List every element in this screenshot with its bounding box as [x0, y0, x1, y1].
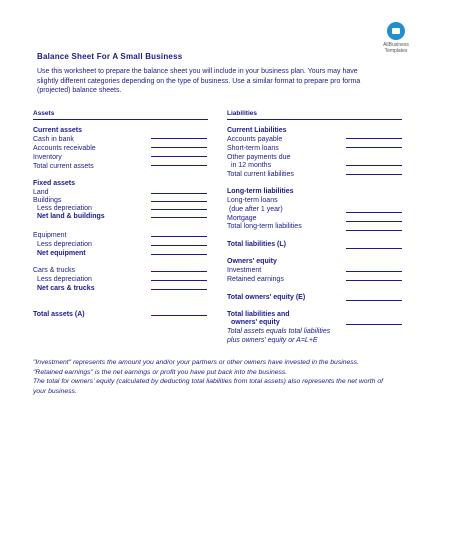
- less-depreciation-equipment-input-line[interactable]: [151, 245, 207, 246]
- retained-earnings-label: Retained earnings: [227, 276, 284, 283]
- long-term-liabilities-title: Long-term liabilities: [227, 188, 294, 195]
- less-depreciation-equipment-label: Less depreciation: [37, 241, 92, 248]
- net-equipment-label: Net equipment: [37, 250, 86, 257]
- allbusiness-logo[interactable]: [376, 22, 416, 54]
- intro-paragraph: Use this worksheet to prepare the balance sheet you will include in your business plan. Yours may have slightly different categories depending on the type of business. Use a similar format to prepare pro forma (projected) balance sheets.: [37, 68, 361, 94]
- total-owners-equity-label: Total owners' equity (E): [227, 294, 306, 301]
- equals-note-line-1: Total assets equals total liabilities: [227, 328, 331, 335]
- inventory-label: Inventory: [33, 154, 62, 161]
- page-title: Balance Sheet For A Small Business: [37, 52, 183, 61]
- footnote-retained-earnings: "Retained earnings" is the net earnings or profit you have put back into the business.: [33, 368, 288, 376]
- other-payments-input-line[interactable]: [346, 165, 402, 166]
- equals-note-line-2: plus owners' equity or A=L+E: [227, 337, 318, 344]
- accounts-payable-input-line[interactable]: [346, 138, 402, 139]
- footnote-investment: "Investment" represents the amount you and/or your partners or other owners have invested in the business.: [33, 359, 359, 366]
- owners-equity-title: Owners' equity: [227, 258, 277, 265]
- total-current-assets-label: Total current assets: [33, 163, 94, 170]
- total-liabilities-equity-label-1: Total liabilities and: [227, 311, 290, 318]
- total-assets-label: Total assets (A): [33, 311, 85, 318]
- in-12-months-label: in 12 months: [231, 162, 272, 169]
- total-assets-input-line[interactable]: [151, 315, 207, 316]
- less-depreciation-buildings-input-line[interactable]: [151, 209, 207, 210]
- net-land-buildings-input-line[interactable]: [151, 217, 207, 218]
- fixed-assets-title: Fixed assets: [33, 180, 76, 187]
- logo-text-line1: AllBusiness: [383, 42, 409, 48]
- land-label: Land: [33, 189, 49, 196]
- total-liabilities-equity-label-2: owners' equity: [231, 319, 280, 326]
- total-current-liabilities-input-line[interactable]: [346, 174, 402, 175]
- due-after-label: (due after 1 year): [229, 206, 283, 213]
- liabilities-heading: Liabilities: [227, 110, 257, 117]
- total-liabilities-label: Total liabilities (L): [227, 241, 286, 248]
- total-owners-equity-input-line[interactable]: [346, 300, 402, 301]
- short-term-loans-input-line[interactable]: [346, 147, 402, 148]
- inventory-input-line[interactable]: [151, 156, 207, 157]
- accounts-payable-label: Accounts payable: [227, 136, 283, 143]
- less-depreciation-cars-label: Less depreciation: [37, 276, 92, 283]
- footnotes: [33, 358, 383, 396]
- assets-heading-rule: [33, 119, 208, 120]
- receivable-input-line[interactable]: [151, 147, 207, 148]
- logo-icon: [387, 22, 405, 40]
- current-liabilities-title: Current Liabilities: [227, 127, 287, 134]
- land-input-line[interactable]: [151, 193, 207, 194]
- cars-trucks-label: Cars & trucks: [33, 267, 76, 274]
- total-current-assets-input-line[interactable]: [151, 165, 207, 166]
- net-equipment-input-line[interactable]: [151, 254, 207, 255]
- buildings-input-line[interactable]: [151, 201, 207, 202]
- less-depreciation-buildings-label: Less depreciation: [37, 205, 92, 212]
- total-long-term-liabilities-input-line[interactable]: [346, 230, 402, 231]
- other-payments-label: Other payments due: [227, 154, 291, 161]
- long-term-loans-input-line[interactable]: [346, 212, 402, 213]
- short-term-loans-label: Short-term loans: [227, 145, 279, 152]
- investment-input-line[interactable]: [346, 271, 402, 272]
- current-assets-title: Current assets: [33, 127, 83, 134]
- cash-input-line[interactable]: [151, 138, 207, 139]
- net-cars-trucks-input-line[interactable]: [151, 289, 207, 290]
- buildings-label: Buildings: [33, 197, 62, 204]
- logo-text-line2: Templates: [384, 48, 408, 54]
- footnote-owners-equity: The total for owners' equity (calculated by deducting total liabilities from total assets) also represents the net worth of your business.: [33, 378, 384, 395]
- cash-label: Cash in bank: [33, 136, 74, 143]
- long-term-loans-label: Long-term loans: [227, 197, 278, 204]
- retained-earnings-input-line[interactable]: [346, 280, 402, 281]
- receivable-label: Accounts receivable: [33, 145, 96, 152]
- less-depreciation-cars-input-line[interactable]: [151, 280, 207, 281]
- equipment-input-line[interactable]: [151, 236, 207, 237]
- investment-label: Investment: [227, 267, 262, 274]
- total-liabilities-input-line[interactable]: [346, 248, 402, 249]
- mortgage-input-line[interactable]: [346, 221, 402, 222]
- net-land-buildings-label: Net land & buildings: [37, 213, 105, 220]
- mortgage-label: Mortgage: [227, 215, 257, 222]
- total-long-term-liabilities-label: Total long-term liabilities: [227, 223, 302, 230]
- total-liabilities-equity-input-line[interactable]: [346, 324, 402, 325]
- liabilities-heading-rule: [227, 119, 402, 120]
- net-cars-trucks-label: Net cars & trucks: [37, 285, 95, 292]
- total-current-liabilities-label: Total current liabilities: [227, 171, 294, 178]
- assets-heading: Assets: [33, 110, 55, 117]
- cars-trucks-input-line[interactable]: [151, 271, 207, 272]
- equipment-label: Equipment: [33, 232, 67, 239]
